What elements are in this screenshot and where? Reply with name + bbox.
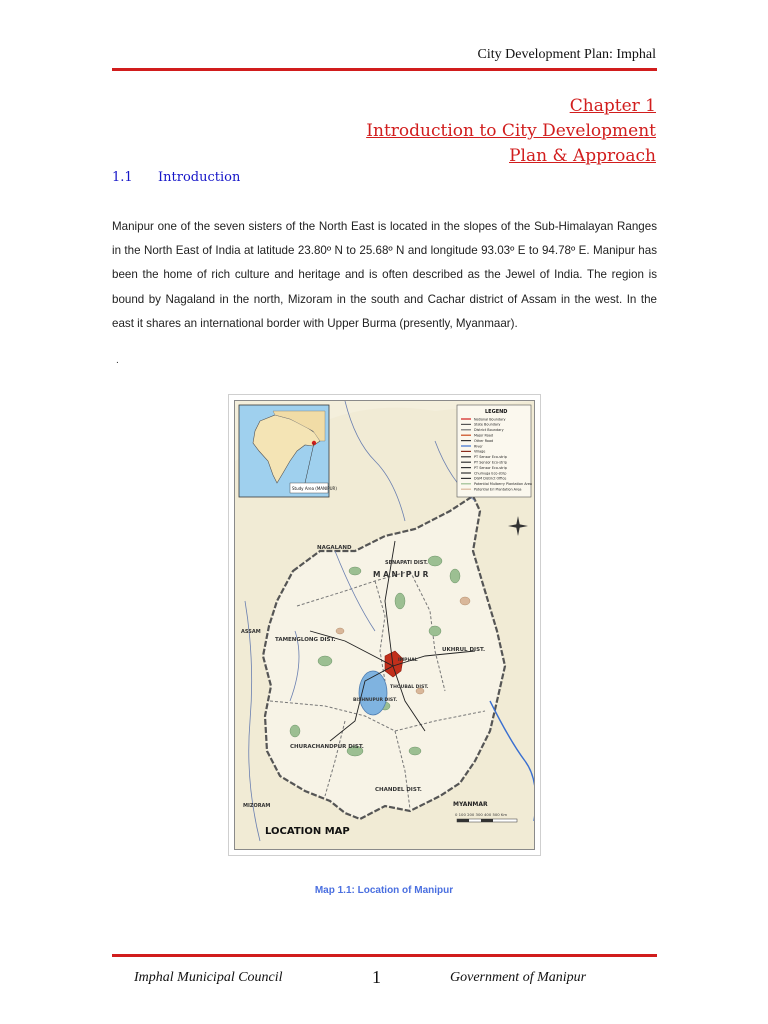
legend-item: Chumuga Eco-strip [474,471,507,476]
scale-label: 0 100 200 300 400 500 Km [455,812,508,817]
label-churachandpur: CHURACHANDPUR DIST. [290,744,364,750]
label-assam: ASSAM [241,629,261,635]
map-drawing [235,401,534,849]
label-tamenglong: TAMENGLONG DIST. [275,637,336,643]
legend-item: District Boundary [474,428,504,433]
legend-item: State Boundary [474,422,501,427]
label-nagaland: NAGALAND [317,545,352,551]
footer-left: Imphal Municipal Council [134,970,283,985]
running-header: City Development Plan: Imphal [477,47,656,62]
chapter-title-line: Plan & Approach [509,146,656,166]
legend-item: PT Sensor Eco-strip [474,465,507,470]
label-imphal: IMPHAL [398,658,418,663]
label-chandel: CHANDEL DIST. [375,787,422,793]
legend-title: LEGEND [485,409,508,415]
section-heading [112,170,240,185]
legend-item: River [474,444,483,449]
legend-item: Other Road [474,438,494,443]
footer-rule [112,954,657,957]
chapter-title [366,94,656,169]
label-mizoram: MIZORAM [243,803,271,809]
stray-mark: . [116,355,119,366]
page-number: 1 [372,967,381,987]
label-thoubal: THOUBAL DIST. [390,685,429,690]
label-myanmar: MYANMAR [453,801,488,808]
legend-item: Potential Mulberry Plantation Area [474,482,532,487]
label-ukhrul: UKHRUL DIST. [442,647,486,653]
legend-item: PT Sensor Eco-strip [474,455,507,460]
section-title: Introduction [158,170,241,185]
map-title: LOCATION MAP [265,826,350,837]
chapter-number: Chapter 1 [569,96,656,116]
label-senapati: SENAPATI DIST. [385,560,428,566]
label-bishnupur: BISHNUPUR DIST. [353,698,398,703]
section-number: 1.1 [112,170,133,185]
legend-item: DGM District Office [474,476,507,481]
map-image [234,400,535,850]
legend-item: Major Road [474,433,493,438]
legend-item: Potential Eri Plantation Area [474,487,522,492]
map-caption: Map 1.1: Location of Manipur [314,885,454,896]
footer-right: Government of Manipur [450,970,587,985]
inset-label: Study Area (MANIPUR) [292,486,337,491]
intro-paragraph: Manipur one of the seven sisters of the North East is located in the slopes of the Sub-Himalayan Ranges in the North East of India at latitude 23.80º N to 25.68º N and longitude 93.03º E to 94.78º E. Manipur has been the home of rich culture and heritage and is often described as the Jewel of India. The region is bound by Nagaland in the north, Mizoram in the south and Cachar district of Assam in the west. In the east it shares an international border with Upper Burma (presently, Myanmaar). [112,220,657,330]
chapter-title-line: Introduction to City Development [366,121,656,141]
legend-item: National Boundary [474,417,506,422]
lake [359,671,387,715]
header-rule [112,68,657,71]
legend-item: Village [474,449,486,454]
map-legend [457,405,532,497]
location-map-figure [228,394,541,856]
legend-item: PT Sensor Eco-strip [474,460,507,465]
label-manipur: M A N I P U R [373,570,429,579]
